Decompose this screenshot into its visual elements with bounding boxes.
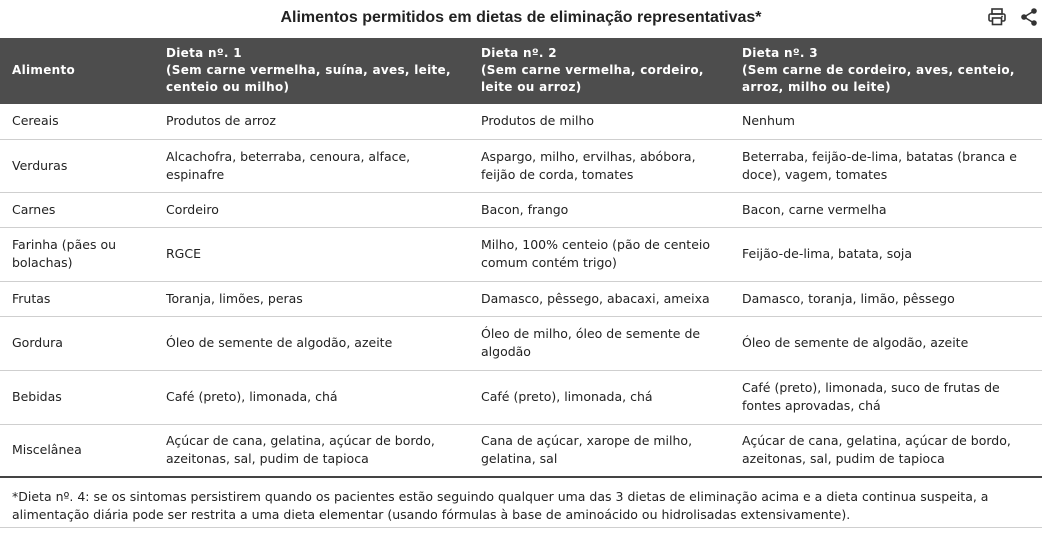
cell-dieta-2: Milho, 100% centeio (pão de centeio comum contém trigo) bbox=[469, 227, 730, 281]
cell-alimento: Gordura bbox=[0, 316, 154, 370]
cell-dieta-1: Alcachofra, beterraba, cenoura, alface, espinafre bbox=[154, 139, 469, 192]
header-label: Dieta nº. 1 bbox=[166, 46, 242, 60]
cell-dieta-1: Açúcar de cana, gelatina, açúcar de bordo, azeitonas, sal, pudim de tapioca bbox=[154, 424, 469, 477]
header-alimento bbox=[0, 38, 154, 104]
table-title: Alimentos permitidos em dietas de eliminação representativas* bbox=[280, 9, 762, 26]
print-icon[interactable] bbox=[986, 6, 1008, 28]
cell-dieta-2: Damasco, pêssego, abacaxi, ameixa bbox=[469, 281, 730, 316]
share-icon[interactable] bbox=[1018, 6, 1040, 28]
cell-dieta-3: Açúcar de cana, gelatina, açúcar de bordo, azeitonas, sal, pudim de tapioca bbox=[730, 424, 1042, 477]
cell-dieta-1: Produtos de arroz bbox=[154, 104, 469, 139]
cell-dieta-1: Óleo de semente de algodão, azeite bbox=[154, 316, 469, 370]
cell-dieta-2: Óleo de milho, óleo de semente de algodão bbox=[469, 316, 730, 370]
cell-alimento: Verduras bbox=[0, 139, 154, 192]
cell-alimento: Frutas bbox=[0, 281, 154, 316]
cell-dieta-2: Café (preto), limonada, chá bbox=[469, 370, 730, 424]
cell-dieta-1: RGCE bbox=[154, 227, 469, 281]
cell-dieta-2: Aspargo, milho, ervilhas, abóbora, feijão de corda, tomates bbox=[469, 139, 730, 192]
header-sublabel: (Sem carne vermelha, cordeiro, leite ou arroz) bbox=[481, 63, 704, 94]
table-row bbox=[0, 424, 1042, 477]
toolbar bbox=[986, 6, 1040, 28]
cell-dieta-2: Produtos de milho bbox=[469, 104, 730, 139]
table-row bbox=[0, 370, 1042, 424]
cell-alimento: Cereais bbox=[0, 104, 154, 139]
cell-dieta-3: Óleo de semente de algodão, azeite bbox=[730, 316, 1042, 370]
cell-dieta-3: Beterraba, feijão-de-lima, batatas (branca e doce), vagem, tomates bbox=[730, 139, 1042, 192]
footnote: *Dieta nº. 4: se os sintomas persistirem quando os pacientes estão seguindo qualquer uma das 3 dietas de eliminação acima e a dieta continua suspeita, a alimentação diária pode ser restrita a uma dieta elementar (usando fórmulas à base de aminoácido ou hidrolisadas extensivamente). bbox=[12, 489, 989, 522]
cell-dieta-3: Bacon, carne vermelha bbox=[730, 192, 1042, 227]
cell-dieta-1: Cordeiro bbox=[154, 192, 469, 227]
cell-dieta-3: Feijão-de-lima, batata, soja bbox=[730, 227, 1042, 281]
table-row bbox=[0, 281, 1042, 316]
table-row bbox=[0, 192, 1042, 227]
cell-alimento: Carnes bbox=[0, 192, 154, 227]
header-dieta-2 bbox=[469, 38, 730, 104]
header-dieta-3 bbox=[730, 38, 1042, 104]
cell-alimento: Farinha (pães ou bolachas) bbox=[0, 227, 154, 281]
cell-dieta-1: Café (preto), limonada, chá bbox=[154, 370, 469, 424]
header-label: Alimento bbox=[12, 63, 76, 77]
cell-dieta-3: Café (preto), limonada, suco de frutas de fontes aprovadas, chá bbox=[730, 370, 1042, 424]
cell-dieta-3: Damasco, toranja, limão, pêssego bbox=[730, 281, 1042, 316]
table-row bbox=[0, 104, 1042, 139]
header-row bbox=[0, 38, 1042, 104]
cell-dieta-2: Bacon, frango bbox=[469, 192, 730, 227]
header-label: Dieta nº. 2 bbox=[481, 46, 557, 60]
table-row bbox=[0, 139, 1042, 192]
header-sublabel: (Sem carne vermelha, suína, aves, leite, centeio ou milho) bbox=[166, 63, 451, 94]
table-row bbox=[0, 316, 1042, 370]
cell-dieta-1: Toranja, limões, peras bbox=[154, 281, 469, 316]
header-sublabel: (Sem carne de cordeiro, aves, centeio, arroz, milho ou leite) bbox=[742, 63, 1015, 94]
cell-dieta-2: Cana de açúcar, xarope de milho, gelatina, sal bbox=[469, 424, 730, 477]
cell-alimento: Miscelânea bbox=[0, 424, 154, 477]
header-dieta-1 bbox=[154, 38, 469, 104]
diet-table bbox=[0, 38, 1042, 478]
cell-alimento: Bebidas bbox=[0, 370, 154, 424]
header-label: Dieta nº. 3 bbox=[742, 46, 818, 60]
footer-divider bbox=[0, 527, 1042, 528]
table-row bbox=[0, 227, 1042, 281]
cell-dieta-3: Nenhum bbox=[730, 104, 1042, 139]
title-bar bbox=[0, 0, 1042, 38]
